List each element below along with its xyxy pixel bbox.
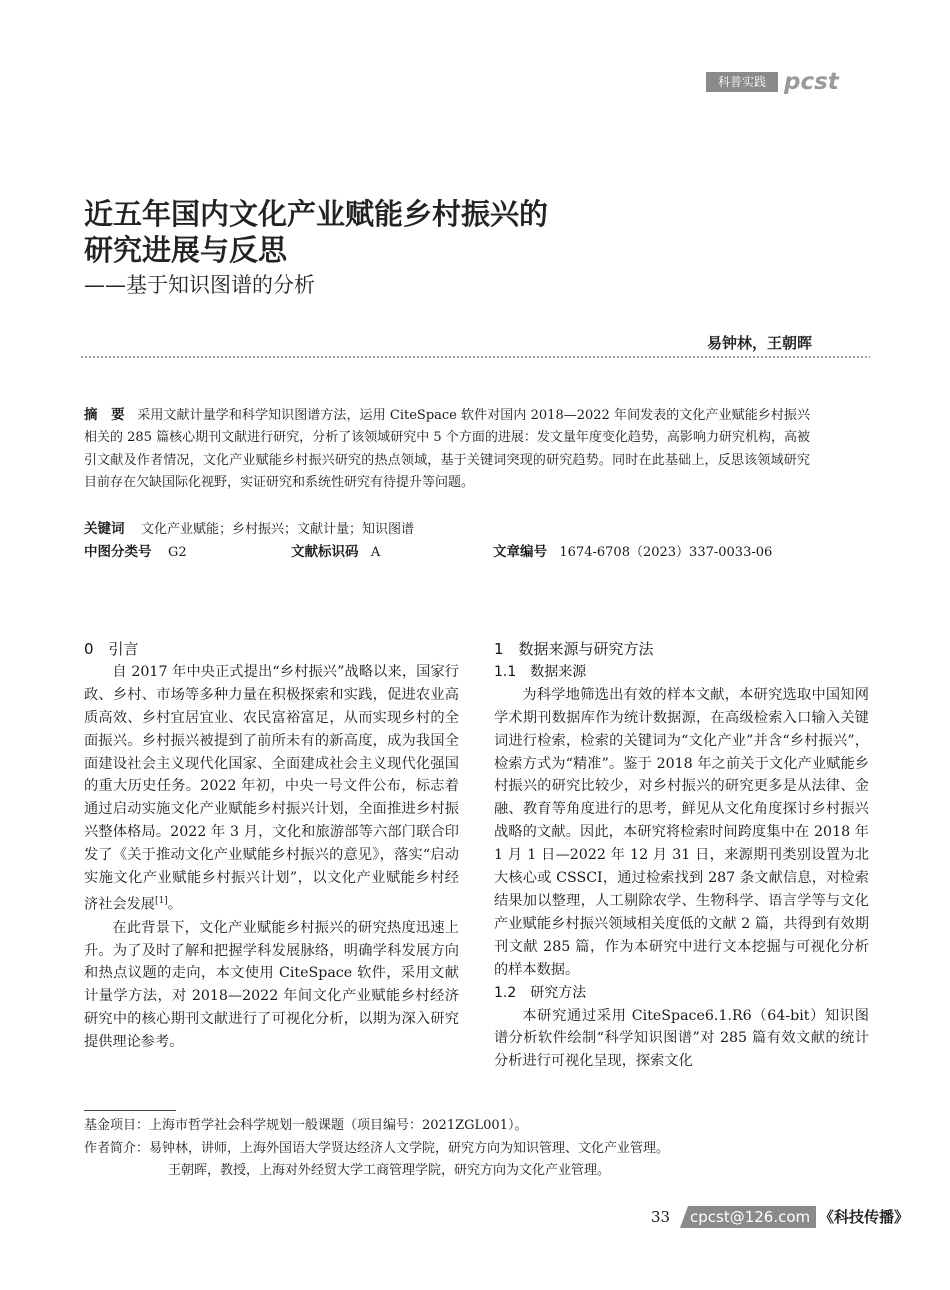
- section-0-heading: 0 引言: [84, 640, 139, 658]
- page-number: 33: [651, 1208, 671, 1226]
- abstract-label: 摘 要: [84, 407, 125, 423]
- subtitle: ——基于知识图谱的分析: [84, 273, 315, 297]
- doc-code-label: 文献标识码: [291, 544, 359, 560]
- author-note: 作者简介：易钟林，讲师，上海外国语大学贤达经济人文学院，研究方向为知识管理、文化产业管理。: [84, 1140, 670, 1156]
- article-number: [493, 541, 772, 564]
- article-number-value: 1674-6708（2023）337-0033-06: [559, 545, 773, 560]
- contact-email: cpcst@126.com: [690, 1208, 811, 1226]
- abstract-text: 采用文献计量学和科学知识图谱方法，运用 CiteSpace 软件对国内 2018—2022 年间发表的文化产业赋能乡村振兴相关的 285 篇核心期刊文献进行研究，分析了该领域研究中 5 个方面的进展：发文量年度变化趋势，高影响力研究机构，高被引文献及作者情况，文化产业赋能乡村振兴研究的热点领域，基于关键词突现的研究趋势。同时在此基础上，反思该领域研究目前存在欠缺国际化视野，实证研究和系统性研究有待提升等问题。: [84, 408, 810, 491]
- section-1-2-heading: 1.2 研究方法: [494, 984, 587, 1001]
- authors: 易钟林，王朝晖: [706, 334, 812, 352]
- section-0-paragraph-2: 在此背景下，文化产业赋能乡村振兴的研究热度迅速上升。为了及时了解和把握学科发展脉络，明确学科发展方向和热点议题的走向，本文使用 CiteSpace 软件，采用文献计量学方法，对 2018—2022 年间文化产业赋能乡村经济研究中的核心期刊文献进行了可视化分析，以期为深入研究提供理论参考。: [84, 919, 459, 1051]
- citation: [1]: [154, 895, 168, 906]
- author-note-2: 王朝晖，教授，上海对外经贸大学工商管理学院，研究方向为文化产业管理。: [168, 1163, 611, 1178]
- section-1-heading: 1 数据来源与研究方法: [494, 640, 654, 658]
- journal-name: 《科技传播》: [819, 1208, 910, 1226]
- doc-code-value: A: [370, 545, 381, 560]
- right-column: [494, 638, 869, 1073]
- clc: [84, 541, 187, 564]
- title-line-2: 研究进展与反思: [84, 233, 288, 267]
- left-column: [84, 638, 459, 1054]
- clc-value: G2: [168, 545, 187, 560]
- footnotes: [84, 1115, 884, 1183]
- doc-code: [291, 541, 380, 564]
- keywords-text: 文化产业赋能；乡村振兴；文献计量；知识图谱: [141, 522, 415, 537]
- clc-label: 中图分类号: [84, 544, 152, 560]
- article-number-label: 文章编号: [493, 544, 547, 560]
- footnote-rule: [84, 1110, 176, 1111]
- keywords-label: 关键词: [84, 521, 125, 537]
- keywords: [84, 518, 414, 541]
- section-1-1-paragraph: 为科学地筛选出有效的样本文献，本研究选取中国知网学术期刊数据库作为统计数据源，在高级检索入口输入关键词进行检索，检索的关键词为“文化产业”并含“乡村振兴”，检索方式为“精准”。鉴于 2018 年之前关于文化产业赋能乡村振兴的研究比较少，对乡村振兴的研究更多是从法律、金融、教育等角度进行的思考，鲜见从文化角度探讨乡村振兴战略的文献。因此，本研究将检索时间跨度集中在 2018 年 1 月 1 日—2022 年 12 月 31 日，来源期刊类别设置为北大核心或 CSSCI，通过检索找到 287 条文献信息，对检索结果加以整理，人工剔除农学、生物科学、语言学等与文化产业赋能乡村振兴领域相关度低的文献 2 篇，共得到有效期刊文献 285 篇，作为本研究中进行文本挖掘与可视化分析的样本数据。: [494, 686, 869, 978]
- column-tag: 科普实践: [706, 72, 778, 92]
- fund-note: 基金项目：上海市哲学社会科学规划一般课题（项目编号：2021ZGL001）。: [84, 1118, 528, 1133]
- section-0-paragraph-1: 自 2017 年中央正式提出“乡村振兴”战略以来，国家行政、乡村、市场等多种力量在积极探索和实践，促进农业高质高效、乡村宜居宜业、农民富裕富足，从而实现乡村的全面振兴。乡村振兴被提到了前所未有的新高度，成为我国全面建设社会主义现代化国家、全面建成社会主义现代化强国的重大历史任务。2022 年初，中央一号文件公布，标志着通过启动实施文化产业赋能乡村振兴计划，全面推进乡村振兴整体格局。2022 年 3 月，文化和旅游部等六部门联合印发了《关于推动文化产业赋能乡村振兴的意见》，落实“启动实施文化产业赋能乡村振兴计划”，以文化产业赋能乡村经济社会发展[1]。: [84, 663, 459, 913]
- section-1-1-heading: 1.1 数据来源: [494, 663, 587, 680]
- journal-logo: pcst: [784, 69, 839, 95]
- dotted-divider: [80, 355, 870, 359]
- abstract: [84, 404, 810, 495]
- section-1-2-paragraph: 本研究通过采用 CiteSpace6.1.R6（64-bit）知识图谱分析软件绘制“科学知识图谱”对 285 篇有效文献的统计分析进行可视化呈现，探索文化: [494, 1007, 869, 1070]
- title-line-1: 近五年国内文化产业赋能乡村振兴的: [84, 197, 549, 231]
